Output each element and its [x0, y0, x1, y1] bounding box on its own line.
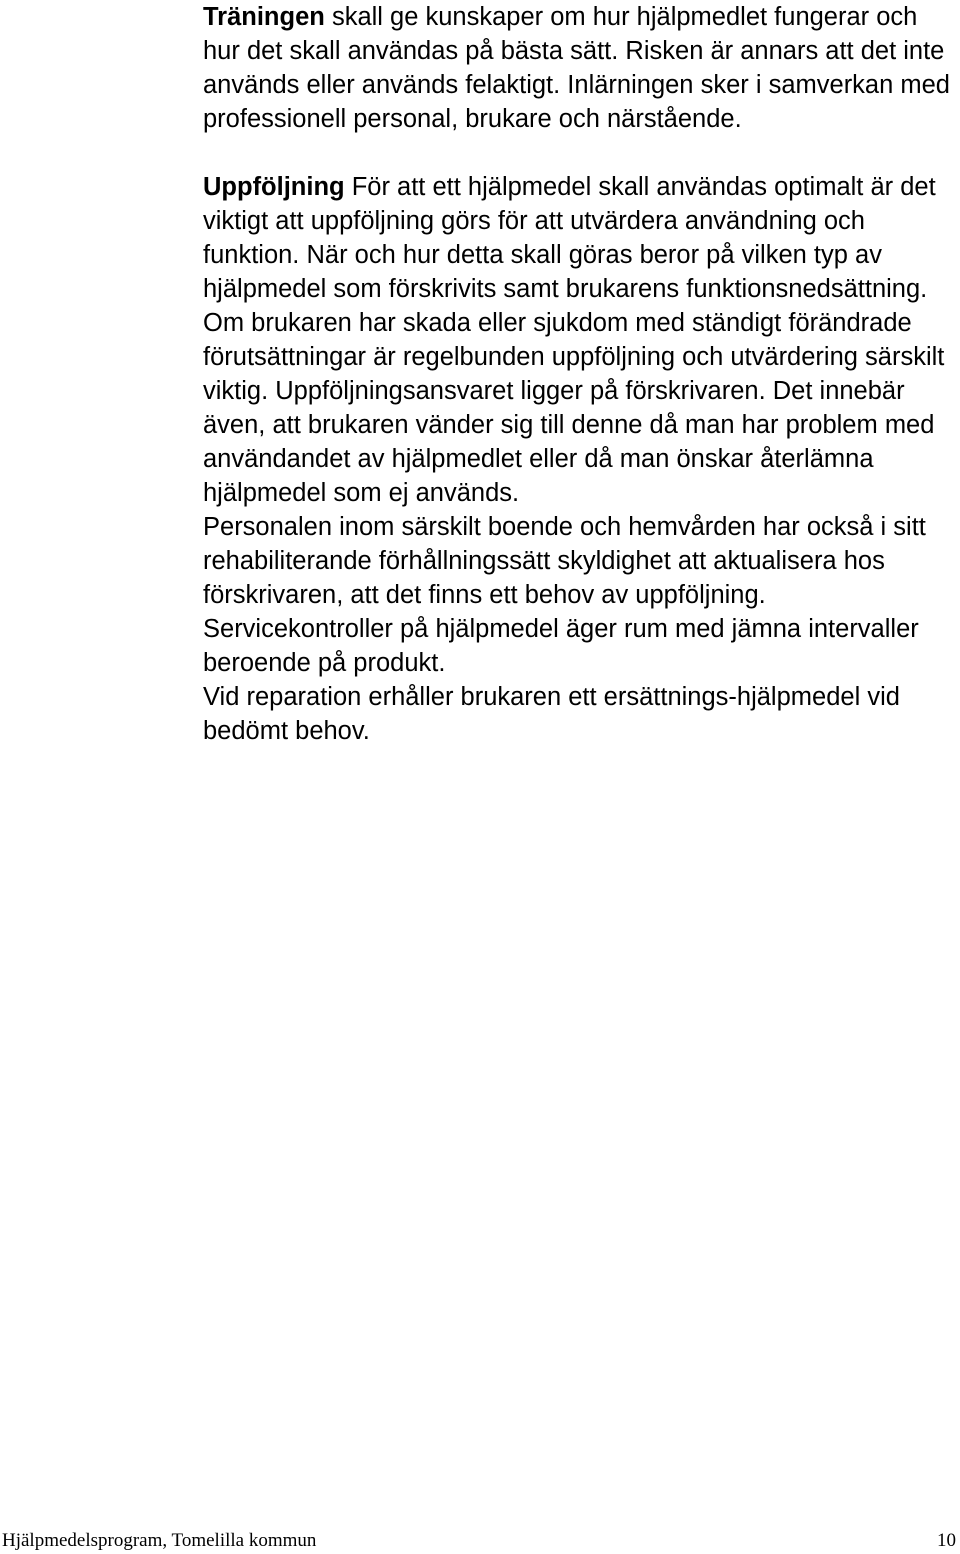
paragraph-text-servicekontroller: Servicekontroller på hjälpmedel äger rum med jämna intervaller beroende på produkt.	[203, 615, 919, 677]
paragraph-servicekontroller	[203, 612, 953, 680]
page-number: 10	[937, 1530, 956, 1551]
paragraph-lead-uppfoljning: Uppföljning	[203, 173, 345, 201]
footer-document-title: Hjälpmedelsprogram, Tomelilla kommun	[2, 1530, 317, 1551]
paragraph-text-uppfoljning: För att ett hjälpmedel skall användas optimalt är det viktigt att uppföljning görs för att utvärdera användning och funktion. När och hur detta skall göras beror på vilken typ av hjälpmedel som förskrivits samt brukarens funktionsnedsättning. Om brukaren har skada eller sjukdom med ständigt förändrade förutsättningar är regelbunden uppföljning och utvärdering särskilt viktig. Uppföljningsansvaret ligger på förskrivaren. Det innebär även, att brukaren vänder sig till denne då man har problem med användandet av hjälpmedlet eller då man önskar återlämna hjälpmedel som ej används.	[203, 173, 945, 507]
document-body	[203, 0, 953, 748]
page-footer	[0, 1528, 960, 1554]
paragraph-text-personalen: Personalen inom särskilt boende och hemvården har också i sitt rehabiliterande förhållningssätt skyldighet att aktualisera hos förskrivaren, att det finns ett behov av uppföljning.	[203, 513, 926, 609]
paragraph-traningen	[203, 0, 953, 136]
paragraph-text-reparation: Vid reparation erhåller brukaren ett ersättnings-hjälpmedel vid bedömt behov.	[203, 683, 900, 745]
paragraph-uppfoljning	[203, 170, 953, 510]
paragraph-text-traningen: skall ge kunskaper om hur hjälpmedlet fungerar och hur det skall användas på bästa sätt. Risken är annars att det inte används eller används felaktigt. Inlärningen sker i samverkan med professionell personal, brukare och närstående.	[203, 3, 950, 133]
paragraph-personalen	[203, 510, 953, 612]
paragraph-reparation	[203, 680, 953, 748]
paragraph-lead-traningen: Träningen	[203, 3, 325, 31]
